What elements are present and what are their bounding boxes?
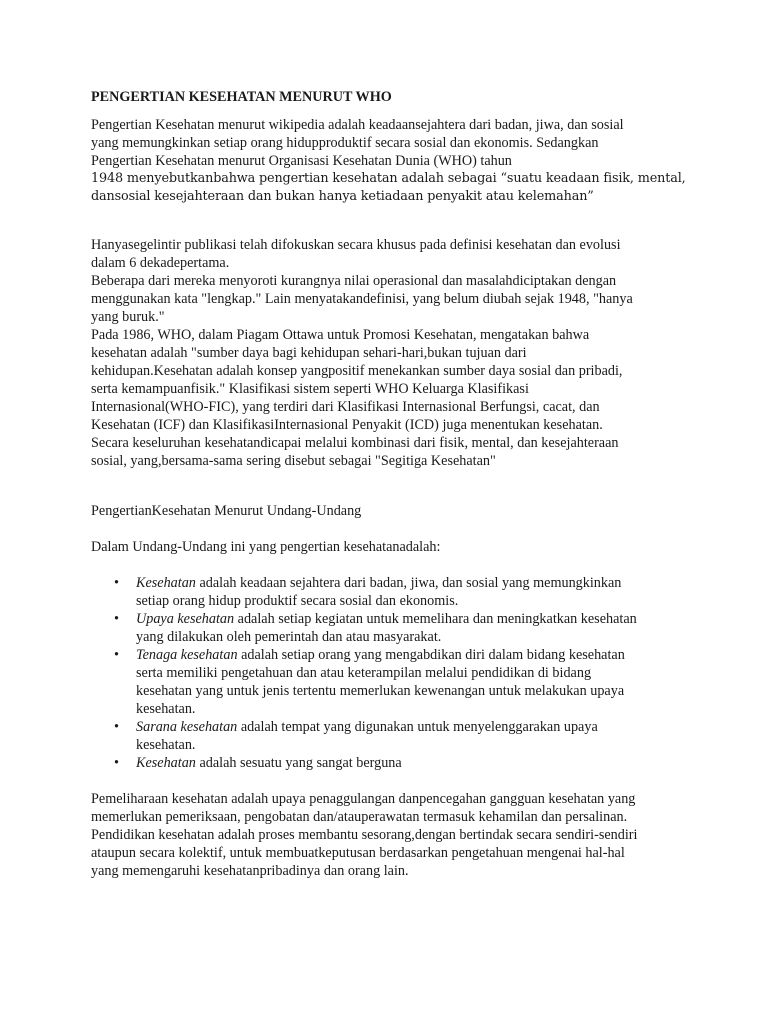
paragraph-line: dalam 6 dekadepertama. <box>91 255 230 271</box>
defined-term: Upaya kesehatan <box>136 611 235 627</box>
definition-text: setiap orang hidup produktif secara sosial dan ekonomis. <box>136 593 459 609</box>
definition-text: kesehatan. <box>136 701 196 717</box>
bullet-icon: • <box>114 611 119 627</box>
definition-list <box>91 574 691 772</box>
intro-line: Pengertian Kesehatan menurut wikipedia adalah keadaansejahtera dari badan, jiwa, dan sosial <box>91 117 624 133</box>
document-page <box>91 88 691 880</box>
list-item <box>91 610 671 646</box>
section-heading: PengertianKesehatan Menurut Undang-Undang <box>91 503 362 519</box>
paragraph-line: sosial, yang,bersama-sama sering disebut sebagai "Segitiga Kesehatan" <box>91 453 496 469</box>
bullet-icon: • <box>114 647 119 663</box>
paragraph-line: Pemeliharaan kesehatan adalah upaya penaggulangan danpencegahan gangguan kesehatan yang <box>91 791 636 807</box>
list-item <box>91 646 671 718</box>
maintenance-paragraph <box>91 790 691 880</box>
list-item <box>91 754 671 772</box>
history-paragraph <box>91 236 691 470</box>
definition-text: kesehatan. <box>136 737 196 753</box>
paragraph-line: memerlukan pemeriksaan, pengobatan dan/atauperawatan termasuk kehamilan dan persalinan. <box>91 809 628 825</box>
intro-line: dansosial kesejahteraan dan bukan hanya ketiadaan penyakit atau kelemahan” <box>91 189 594 204</box>
paragraph-line: serta kemampuanfisik." Klasifikasi sistem seperti WHO Keluarga Klasifikasi <box>91 381 529 397</box>
definition-text: adalah tempat yang digunakan untuk menyelenggarakan upaya <box>237 719 598 735</box>
paragraph-line: Hanyasegelintir publikasi telah difokuskan secara khusus pada definisi kesehatan dan evolusi <box>91 237 621 253</box>
paragraph-line: ataupun secara kolektif, untuk membuatkeputusan berdasarkan pengetahuan mengenai hal-hal <box>91 845 625 861</box>
intro-line: 1948 menyebutkanbahwa pengertian kesehatan adalah sebagai “suatu keadaan fisik, mental, <box>91 171 686 186</box>
spacer <box>91 520 691 538</box>
paragraph-line: Pada 1986, WHO, dalam Piagam Ottawa untuk Promosi Kesehatan, mengatakan bahwa <box>91 327 590 343</box>
defined-term: Kesehatan <box>136 575 196 591</box>
spacer <box>91 556 691 574</box>
spacer <box>91 206 691 236</box>
defined-term: Sarana kesehatan <box>136 719 238 735</box>
definition-text: serta memiliki pengetahuan dan atau keterampilan melalui pendidikan di bidang <box>136 665 592 681</box>
definition-text: adalah keadaan sejahtera dari badan, jiwa, dan sosial yang memungkinkan <box>195 575 622 591</box>
paragraph-line: yang buruk." <box>91 309 165 325</box>
bullet-icon: • <box>114 755 119 771</box>
intro-paragraph <box>91 116 691 206</box>
paragraph-line: menggunakan kata "lengkap." Lain menyatakandefinisi, yang belum diubah sejak 1948, "hanya <box>91 291 633 307</box>
list-item <box>91 718 671 754</box>
spacer <box>91 470 691 502</box>
definition-text: adalah setiap orang yang mengabdikan diri dalam bidang kesehatan <box>237 647 625 663</box>
bullet-icon: • <box>114 719 119 735</box>
bullet-icon: • <box>114 575 119 591</box>
intro-line: yang memungkinkan setiap orang hidupproduktif secara sosial dan ekonomis. Sedangkan <box>91 135 599 151</box>
paragraph-line: Secara keseluruhan kesehatandicapai melalui kombinasi dari fisik, mental, dan kesejahteraan <box>91 435 619 451</box>
spacer <box>91 772 691 790</box>
paragraph-line: Pendidikan kesehatan adalah proses membantu sesorang,dengan bertindak secara sendiri-sendiri <box>91 827 638 843</box>
definition-text: kesehatan yang untuk jenis tertentu memerlukan kewenangan untuk melakukan upaya <box>136 683 625 699</box>
paragraph-line: kesehatan adalah "sumber daya bagi kehidupan sehari-hari,bukan tujuan dari <box>91 345 527 361</box>
paragraph-line: Kesehatan (ICF) dan KlasifikasiInternasional Penyakit (ICD) juga menentukan kesehatan. <box>91 417 603 433</box>
section-intro: Dalam Undang-Undang ini yang pengertian kesehatanadalah: <box>91 539 441 555</box>
paragraph-line: kehidupan.Kesehatan adalah konsep yangpositif menekankan sumber daya sosial dan pribadi, <box>91 363 623 379</box>
document-title: PENGERTIAN KESEHATAN MENURUT WHO <box>91 89 392 105</box>
paragraph-line: Internasional(WHO-FIC), yang terdiri dari Klasifikasi Internasional Berfungsi, cacat, dan <box>91 399 600 415</box>
definition-text: yang dilakukan oleh pemerintah dan atau masyarakat. <box>136 629 442 645</box>
definition-text: adalah setiap kegiatan untuk memelihara dan meningkatkan kesehatan <box>234 611 637 627</box>
defined-term: Kesehatan <box>136 755 196 771</box>
definition-text: adalah sesuatu yang sangat berguna <box>195 755 402 771</box>
paragraph-line: Beberapa dari mereka menyoroti kurangnya nilai operasional dan masalahdiciptakan dengan <box>91 273 617 289</box>
paragraph-line: yang memengaruhi kesehatanpribadinya dan orang lain. <box>91 863 409 879</box>
list-item <box>91 574 671 610</box>
defined-term: Tenaga kesehatan <box>136 647 238 663</box>
intro-line: Pengertian Kesehatan menurut Organisasi Kesehatan Dunia (WHO) tahun <box>91 153 512 169</box>
